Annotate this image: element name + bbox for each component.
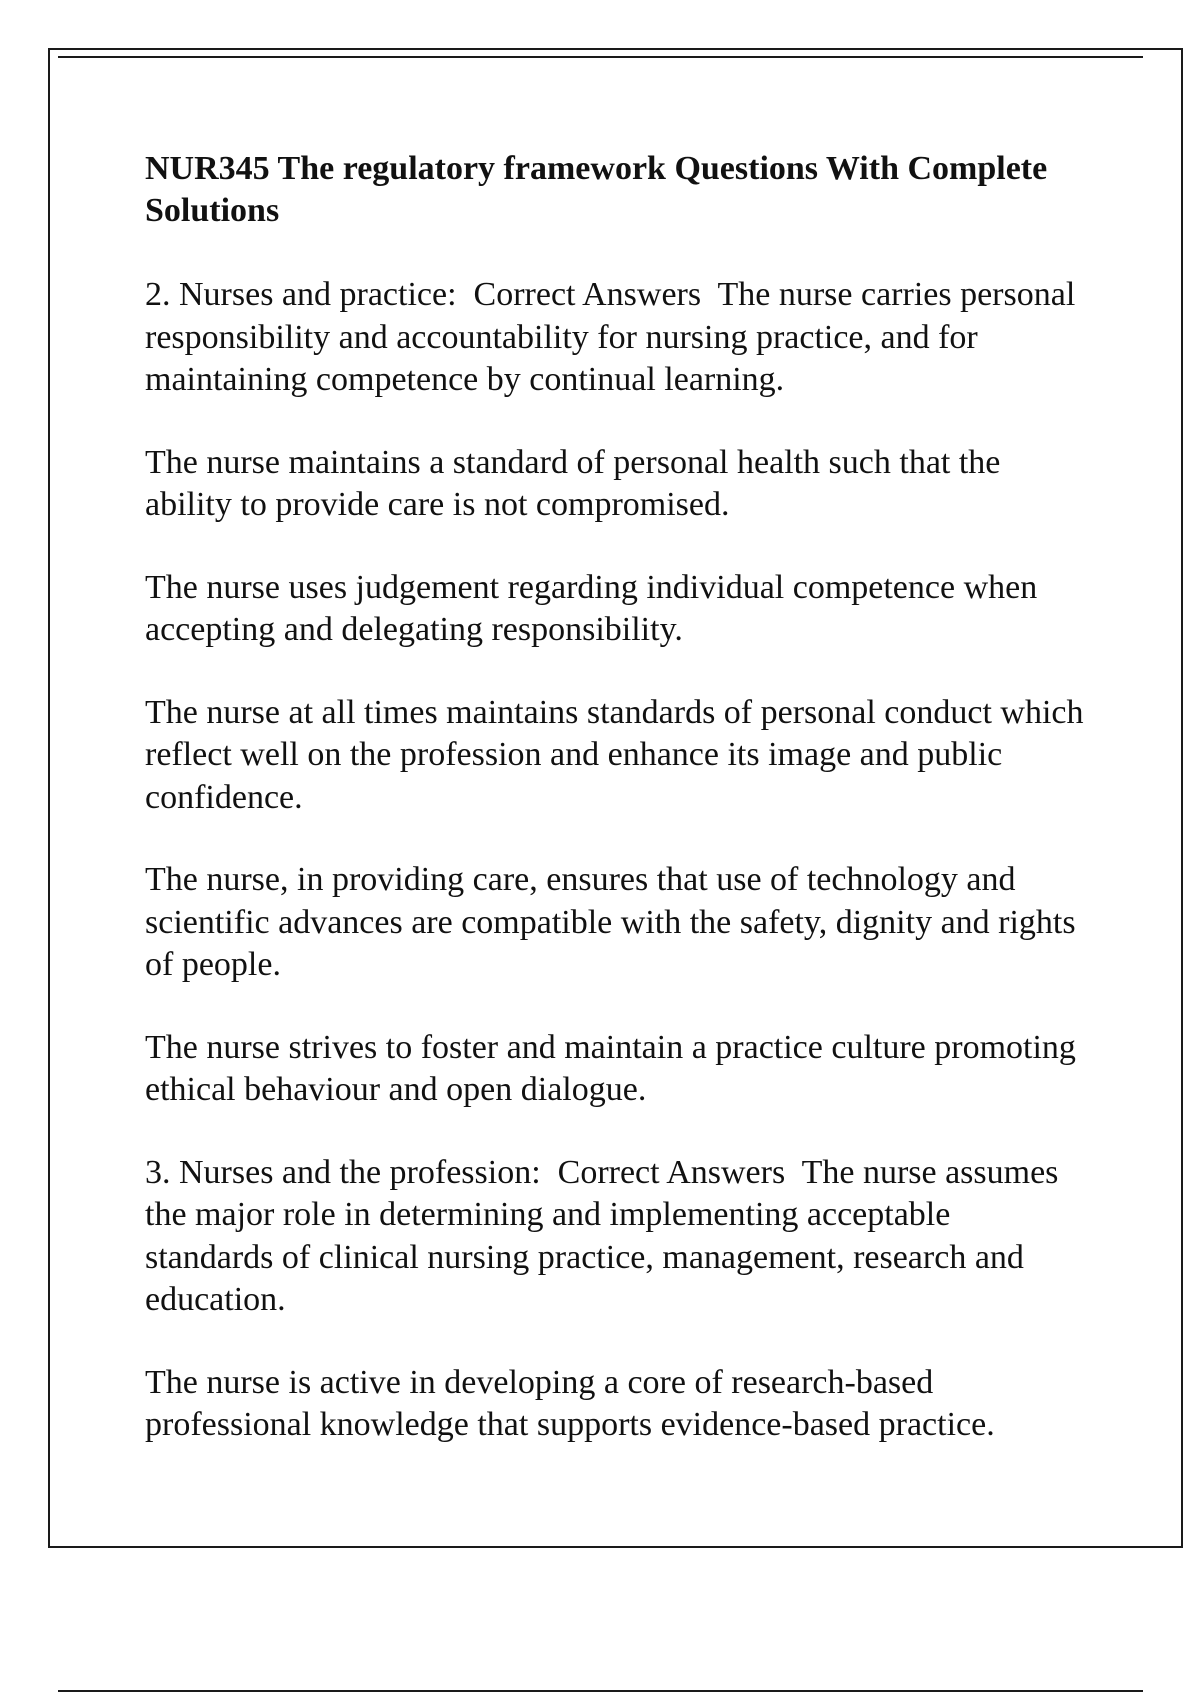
document-title: NUR345 The regulatory framework Questions With Complete Solutions — [145, 150, 1048, 229]
paragraph-nurses-and-practice: 2. Nurses and practice: Correct Answers The nurse carries personal responsibility and accountability for nursing practice, and for maintaining competence by continual learning. — [145, 276, 1084, 398]
bottom-divider — [58, 1690, 1143, 1692]
paragraph-nurses-and-profession: 3. Nurses and the profession: Correct Answers The nurse assumes the major role in determining and implementing acceptable standards of clinical nursing practice, management, research and education. — [145, 1153, 1067, 1318]
paragraph-personal-health: The nurse maintains a standard of personal health such that the ability to provide care is not compromised. — [145, 443, 1009, 523]
paragraph-practice-culture: The nurse strives to foster and maintain a practice culture promoting ethical behaviour and open dialogue. — [145, 1028, 1085, 1108]
paragraph-judgement-competence: The nurse uses judgement regarding individual competence when accepting and delegating responsibility. — [145, 568, 1046, 648]
document-body — [145, 148, 1093, 1487]
paragraph-technology-safety: The nurse, in providing care, ensures that use of technology and scientific advances are compatible with the safety, dignity and rights of people. — [145, 861, 1085, 983]
paragraph-personal-conduct: The nurse at all times maintains standards of personal conduct which reflect well on the profession and enhance its image and public confidence. — [145, 693, 1093, 816]
paragraph-research-knowledge: The nurse is active in developing a core of research-based professional knowledge that supports evidence-based practice. — [145, 1363, 995, 1443]
top-divider — [58, 56, 1143, 58]
